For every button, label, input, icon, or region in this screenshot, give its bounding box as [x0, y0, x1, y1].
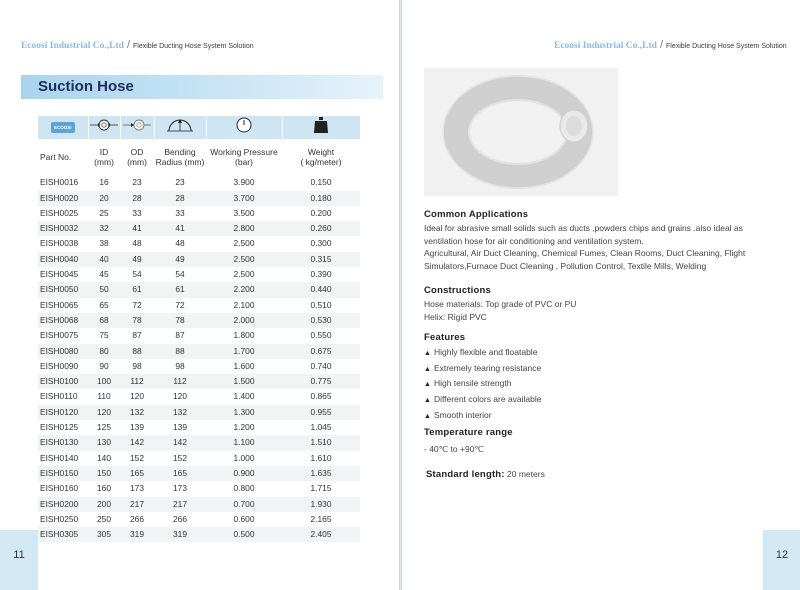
- od-cell: 142: [120, 435, 154, 450]
- constructions-heading: Constructions: [424, 285, 491, 296]
- features-heading: Features: [424, 332, 466, 343]
- weight-cell: 0.260: [282, 221, 360, 236]
- bending-radius-cell: 88: [154, 344, 206, 359]
- construction-line: Helix: Rigid PVC: [424, 311, 487, 322]
- table-row: [38, 451, 360, 466]
- id-cell: 45: [99, 269, 109, 280]
- id-cell: 200: [88, 497, 120, 512]
- part-no-cell: EISH0160: [40, 483, 79, 494]
- part-no-cell: EISH0125: [40, 422, 79, 433]
- company-name: Ecoosi Industrial Co.,Ltd: [21, 41, 124, 51]
- id-cell: 16: [99, 177, 109, 188]
- feature-item: [424, 362, 784, 378]
- col-pressure-unit: (bar): [235, 157, 253, 168]
- bending-radius-cell: 49: [154, 252, 206, 267]
- id-cell: 100: [88, 374, 120, 389]
- weight-cell: 0.550: [310, 330, 332, 341]
- weight-cell: 1.610: [310, 452, 332, 463]
- weight-cell: 1.930: [282, 497, 360, 512]
- triangle-bullet-icon: ▲: [424, 397, 431, 405]
- id-cell: 80: [88, 344, 120, 359]
- bending-radius-cell: 61: [154, 282, 206, 297]
- id-cell: 250: [97, 513, 111, 524]
- weight-cell: 1.635: [282, 466, 360, 481]
- working-pressure-cell: 1.300: [206, 405, 282, 420]
- bending-radius-cell: 48: [175, 238, 185, 249]
- part-no-cell: EISH0080: [38, 344, 88, 359]
- id-cell: 65: [99, 299, 109, 310]
- spec-header-row: [38, 139, 360, 175]
- ecoosi-logo-icon: [38, 116, 88, 139]
- table-row: [38, 191, 360, 206]
- hose-product-photo: [424, 68, 618, 196]
- bending-radius-cell: 319: [154, 527, 206, 542]
- page-header: [21, 39, 254, 51]
- working-pressure-cell: 2.500: [206, 252, 282, 267]
- od-cell: 87: [132, 330, 142, 341]
- right-page: [401, 0, 800, 590]
- applications-line: Simulators,Furnace Duct Cleaning , Pollution Control, Textile Mills, Welding: [424, 261, 707, 272]
- triangle-bullet-icon: ▲: [424, 365, 431, 373]
- part-no-cell: EISH0100: [38, 374, 88, 389]
- working-pressure-cell: 0.800: [233, 483, 255, 494]
- bending-radius-cell: 33: [175, 207, 185, 218]
- table-row: [38, 175, 360, 190]
- part-no-cell: EISH0090: [40, 360, 79, 371]
- working-pressure-cell: 1.800: [233, 330, 255, 341]
- od-cell: 98: [132, 360, 142, 371]
- table-row: [38, 313, 360, 328]
- od-cell: 120: [130, 391, 144, 402]
- id-cell: 50: [88, 282, 120, 297]
- working-pressure-cell: 0.600: [233, 513, 255, 524]
- od-cell: 152: [130, 452, 144, 463]
- part-no-cell: EISH0068: [38, 313, 88, 328]
- od-cell: 165: [120, 466, 154, 481]
- temperature-heading: Temperature range: [424, 427, 513, 438]
- bending-radius-cell: 173: [173, 483, 187, 494]
- header-tagline: Flexible Ducting Hose System Solution: [666, 43, 787, 50]
- section-title-bar: [21, 75, 383, 99]
- logo-text: ECOOSI: [51, 122, 75, 133]
- id-cell: 32: [88, 221, 120, 236]
- working-pressure-cell: 2.200: [206, 282, 282, 297]
- id-cell: 125: [97, 422, 111, 433]
- table-row: [38, 267, 360, 282]
- id-cell: 150: [88, 466, 120, 481]
- part-no-cell: EISH0038: [40, 238, 79, 249]
- weight-cell: 0.865: [310, 391, 332, 402]
- bending-radius-cell: 217: [154, 497, 206, 512]
- bending-radius-cell: 142: [154, 435, 206, 450]
- working-pressure-cell: 1.400: [233, 391, 255, 402]
- bending-radius-cell: 87: [175, 330, 185, 341]
- triangle-bullet-icon: ▲: [424, 349, 431, 357]
- part-no-cell: EISH0032: [38, 221, 88, 236]
- table-row: [38, 481, 360, 496]
- working-pressure-cell: 3.900: [233, 177, 255, 188]
- id-cell: 20: [88, 191, 120, 206]
- header-separator: /: [659, 39, 663, 51]
- working-pressure-cell: 3.500: [233, 207, 255, 218]
- common-applications-heading: Common Applications: [424, 209, 529, 220]
- part-no-cell: EISH0045: [40, 269, 79, 280]
- od-cell: 112: [120, 374, 154, 389]
- od-cell: 41: [120, 221, 154, 236]
- od-cell: 132: [120, 405, 154, 420]
- part-no-cell: EISH0065: [40, 299, 79, 310]
- part-no-cell: EISH0025: [40, 207, 79, 218]
- page-number-right: 12: [763, 530, 800, 590]
- bending-radius-cell: 120: [173, 391, 187, 402]
- od-cell: 139: [130, 422, 144, 433]
- bending-radius-cell: 54: [175, 269, 185, 280]
- inner-diameter-icon: [88, 116, 120, 139]
- bending-radius-cell: 266: [173, 513, 187, 524]
- bending-radius-cell: 28: [154, 191, 206, 206]
- bending-radius-cell: 98: [175, 360, 185, 371]
- feature-text: Smooth interior: [433, 409, 492, 420]
- feature-item: [424, 346, 784, 362]
- table-row: [38, 221, 360, 236]
- col-od: [120, 139, 154, 175]
- od-cell: 319: [120, 527, 154, 542]
- weight-cell: 0.440: [282, 282, 360, 297]
- weight-cell: 0.740: [310, 360, 332, 371]
- table-row: [38, 466, 360, 481]
- weight-cell: 0.390: [310, 269, 332, 280]
- weight-cell: 0.955: [282, 405, 360, 420]
- weight-cell: 2.165: [310, 513, 332, 524]
- part-no-cell: EISH0130: [38, 435, 88, 450]
- table-row: [38, 420, 360, 435]
- table-row: [38, 374, 360, 389]
- col-working-pressure: [206, 139, 282, 175]
- working-pressure-cell: 1.100: [206, 435, 282, 450]
- constructions-section: [424, 285, 784, 323]
- spec-table: [38, 116, 360, 542]
- working-pressure-cell: 2.500: [233, 269, 255, 280]
- od-cell: 88: [120, 344, 154, 359]
- bending-radius-cell: 132: [154, 405, 206, 420]
- id-cell: 25: [99, 207, 109, 218]
- working-pressure-cell: 0.700: [206, 497, 282, 512]
- bending-radius-cell: 165: [154, 466, 206, 481]
- weight-cell: 1.045: [310, 422, 332, 433]
- header-tagline: Flexible Ducting Hose System Solution: [133, 43, 254, 50]
- bending-radius-cell: 152: [173, 452, 187, 463]
- weight-cell: 1.715: [310, 483, 332, 494]
- working-pressure-cell: 2.000: [206, 313, 282, 328]
- bending-radius-cell: 23: [175, 177, 185, 188]
- od-cell: 23: [132, 177, 142, 188]
- standard-length-section: [426, 468, 786, 482]
- working-pressure-cell: 2.500: [233, 238, 255, 249]
- od-cell: 49: [120, 252, 154, 267]
- weight-cell: 0.775: [282, 374, 360, 389]
- table-row: [38, 497, 360, 512]
- part-no-cell: EISH0305: [38, 527, 88, 542]
- bending-radius-cell: 41: [154, 221, 206, 236]
- temperature-value: - 40℃ to +90℃: [424, 443, 484, 454]
- feature-text: Different colors are available: [433, 394, 542, 405]
- standard-length-value: 20 meters: [504, 469, 545, 479]
- od-cell: 48: [132, 238, 142, 249]
- table-row: [38, 206, 360, 221]
- col-part-no: [38, 139, 88, 175]
- col-id: [88, 139, 120, 175]
- bending-radius-cell: 78: [154, 313, 206, 328]
- table-row: [38, 405, 360, 420]
- weight-cell: 0.200: [310, 207, 332, 218]
- col-weight: [282, 139, 360, 175]
- spec-table-body: [38, 175, 360, 542]
- bending-radius-icon: [154, 116, 206, 139]
- weight-cell: 0.675: [282, 344, 360, 359]
- od-cell: 54: [132, 269, 142, 280]
- col-bending-unit: Radius (mm): [155, 157, 205, 168]
- od-cell: 33: [132, 207, 142, 218]
- weight-cell: 0.510: [310, 299, 332, 310]
- table-row: [38, 252, 360, 267]
- bending-radius-cell: 139: [173, 422, 187, 433]
- common-applications-section: [424, 209, 784, 273]
- id-cell: 75: [99, 330, 109, 341]
- part-no-cell: EISH0150: [38, 466, 88, 481]
- feature-item: [424, 377, 784, 393]
- id-cell: 110: [97, 391, 111, 402]
- id-cell: 120: [88, 405, 120, 420]
- od-cell: 217: [120, 497, 154, 512]
- feature-text: High tensile strength: [433, 378, 512, 389]
- header-separator: /: [126, 39, 130, 51]
- feature-text: Extremely tearing resistance: [433, 362, 542, 373]
- col-pressure-label: Working Pressure: [210, 146, 278, 157]
- col-bending-radius: [154, 139, 206, 175]
- table-row: [38, 512, 360, 527]
- working-pressure-cell: 1.000: [233, 452, 255, 463]
- col-id-label: ID: [99, 146, 109, 157]
- section-title: Suction Hose: [38, 78, 134, 95]
- id-cell: 68: [88, 313, 120, 328]
- pressure-gauge-icon: [206, 116, 282, 139]
- part-no-cell: EISH0120: [38, 405, 88, 420]
- working-pressure-cell: 1.500: [206, 374, 282, 389]
- working-pressure-cell: 1.200: [233, 422, 255, 433]
- feature-text: Highly flexible and floatable: [433, 346, 538, 357]
- working-pressure-cell: 0.900: [206, 466, 282, 481]
- feature-item: [424, 409, 784, 425]
- weight-cell: 2.405: [282, 527, 360, 542]
- id-cell: 40: [88, 252, 120, 267]
- working-pressure-cell: 1.700: [206, 344, 282, 359]
- bending-radius-cell: 72: [175, 299, 185, 310]
- od-cell: 173: [130, 483, 144, 494]
- applications-line: ventilation hose for air conditioning and ventilation system.: [424, 235, 644, 246]
- bending-radius-cell: 112: [154, 374, 206, 389]
- spec-icon-row: [38, 116, 360, 139]
- table-row: [38, 435, 360, 450]
- part-no-cell: EISH0075: [40, 330, 79, 341]
- part-no-cell: EISH0200: [38, 497, 88, 512]
- part-no-cell: EISH0020: [38, 191, 88, 206]
- part-no-cell: EISH0110: [40, 391, 78, 402]
- working-pressure-cell: 2.800: [206, 221, 282, 236]
- features-section: [424, 332, 784, 425]
- weight-cell: 0.315: [282, 252, 360, 267]
- table-row: [38, 389, 360, 404]
- col-weight-label: Weight: [307, 146, 335, 157]
- weight-cell: 1.510: [282, 435, 360, 450]
- page-number-left: 11: [0, 530, 38, 590]
- part-no-cell: EISH0140: [40, 452, 79, 463]
- standard-length-label: Standard length:: [426, 469, 505, 480]
- company-name: Ecoosi Industrial Co.,Ltd: [554, 41, 657, 51]
- col-od-label: OD: [130, 146, 144, 157]
- temperature-section: [424, 427, 784, 456]
- triangle-bullet-icon: ▲: [424, 381, 431, 389]
- working-pressure-cell: 1.600: [233, 360, 255, 371]
- triangle-bullet-icon: ▲: [424, 412, 431, 420]
- construction-line: Hose materials: Top grade of PVC or PU: [424, 298, 577, 309]
- weight-cell: 0.150: [310, 177, 332, 188]
- outer-diameter-icon: [120, 116, 154, 139]
- id-cell: 305: [88, 527, 120, 542]
- applications-line: Ideal for abrasive small solids such as ducts ,powders chips and grains .also ideal as: [424, 222, 743, 233]
- od-cell: 72: [132, 299, 142, 310]
- table-row: [38, 527, 360, 542]
- part-no-cell: EISH0050: [38, 282, 88, 297]
- weight-icon: [282, 116, 360, 139]
- page-header: [554, 39, 787, 51]
- part-no-cell: EISH0016: [40, 177, 79, 188]
- col-bending-label: Bending: [164, 146, 196, 157]
- id-cell: 140: [97, 452, 111, 463]
- id-cell: 90: [99, 360, 109, 371]
- weight-cell: 0.300: [310, 238, 332, 249]
- od-cell: 78: [120, 313, 154, 328]
- col-id-unit: (mm): [94, 157, 114, 168]
- working-pressure-cell: 3.700: [206, 191, 282, 206]
- table-row: [38, 236, 360, 251]
- od-cell: 266: [130, 513, 144, 524]
- table-row: [38, 298, 360, 313]
- feature-item: [424, 393, 784, 409]
- col-weight-unit: ( kg/meter): [300, 157, 342, 168]
- table-row: [38, 328, 360, 343]
- weight-cell: 0.530: [282, 313, 360, 328]
- working-pressure-cell: 2.100: [233, 299, 255, 310]
- weight-cell: 0.180: [282, 191, 360, 206]
- table-row: [38, 282, 360, 297]
- od-cell: 61: [120, 282, 154, 297]
- id-cell: 130: [88, 435, 120, 450]
- col-part-no-label: Part No.: [40, 152, 72, 163]
- working-pressure-cell: 0.500: [206, 527, 282, 542]
- col-od-unit: (mm): [127, 157, 147, 168]
- applications-line: Agricultural, Air Duct Cleaning, Chemical Fumes, Clean Rooms, Duct Cleaning, Flight: [424, 248, 746, 259]
- part-no-cell: EISH0040: [38, 252, 88, 267]
- part-no-cell: EISH0250: [40, 513, 79, 524]
- od-cell: 28: [120, 191, 154, 206]
- table-row: [38, 344, 360, 359]
- id-cell: 160: [97, 483, 111, 494]
- table-row: [38, 359, 360, 374]
- id-cell: 38: [99, 238, 109, 249]
